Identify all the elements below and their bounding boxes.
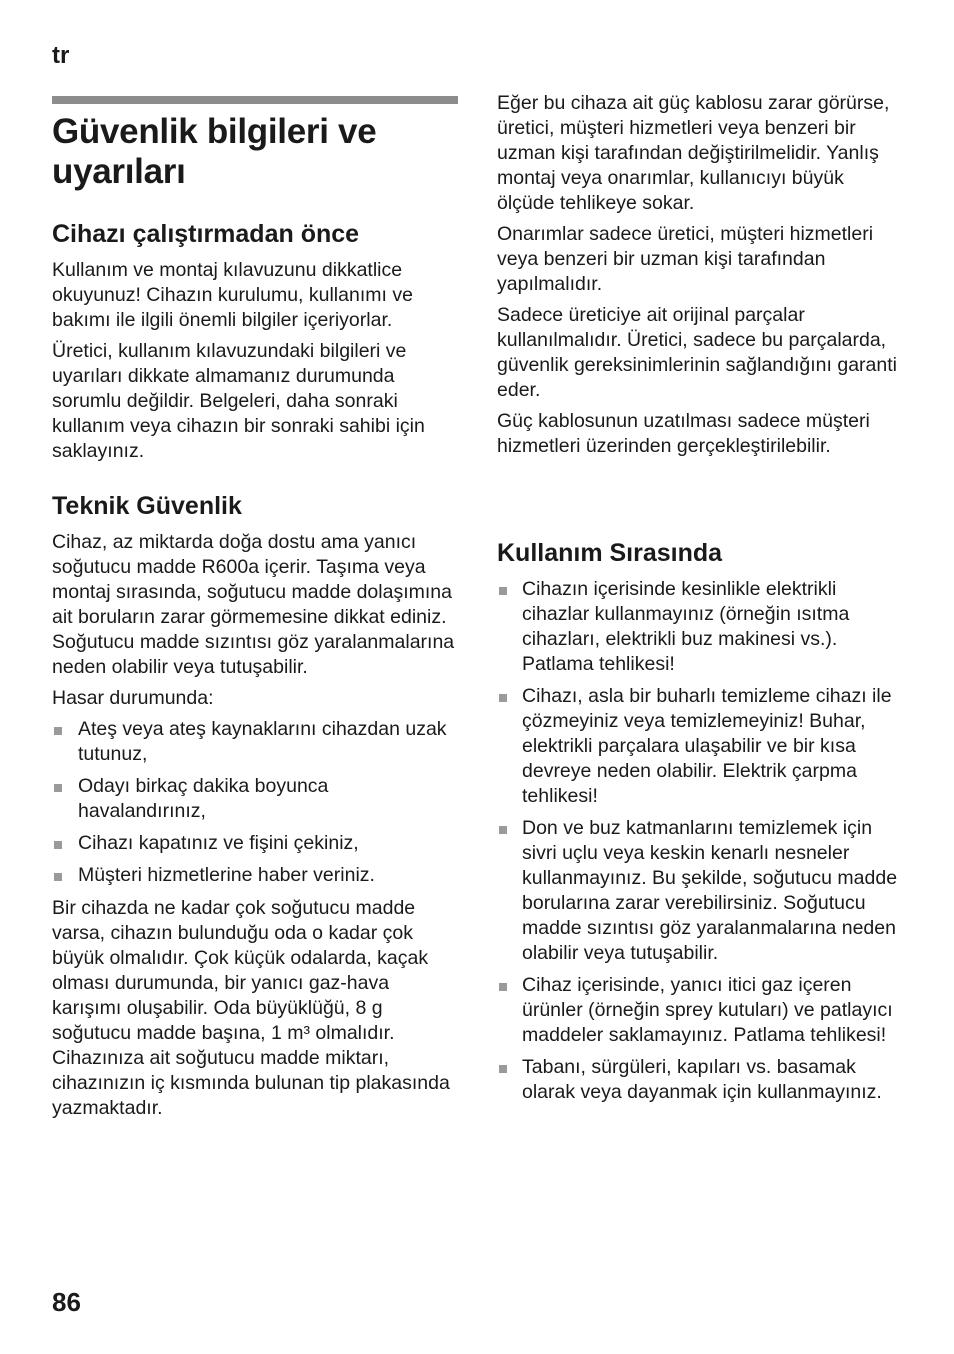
- paragraph: Eğer bu cihaza ait güç kablosu zarar görürse, üretici, müşteri hizmetleri veya benzeri bir uzman kişi tarafından değiştirilmelidir. Yanlış montaj veya onarımlar, kullanıcıyı büyük ölçüde tehlikeye sokar.: [497, 92, 890, 214]
- page-number: 86: [52, 1287, 81, 1317]
- list-item: Cihaz içerisinde, yanıcı itici gaz içeren ürünler (örneğin sprey kutuları) ve patlayıcı maddeler saklamayınız. Patlama tehlikesi!: [497, 973, 902, 1048]
- list-item: Tabanı, sürgüleri, kapıları vs. basamak olarak veya dayanmak için kullanmayınız.: [497, 1055, 902, 1105]
- list-item: Cihazın içerisinde kesinlikle elektrikli cihazlar kullanmayınız (örneğin ısıtma cihazları, elektrikli buz makinesi vs.). Patlama tehlikesi!: [497, 577, 902, 677]
- damage-steps-list: [52, 717, 458, 888]
- paragraph: Onarımlar sadece üretici, müşteri hizmetleri veya benzeri bir uzman kişi tarafından yapılmalıdır.: [497, 223, 874, 295]
- paragraph: Sadece üreticiye ait orijinal parçalar kullanılmalıdır. Üretici, sadece bu parçalarda, güvenlik gereksinimlerinin sağlandığını garanti eder.: [497, 304, 897, 401]
- list-item: Cihazı kapatınız ve fişini çekiniz,: [52, 831, 458, 856]
- section-heading: Kullanım Sırasında: [497, 539, 723, 567]
- list-item: Ateş veya ateş kaynaklarını cihazdan uzak tutunuz,: [52, 717, 458, 767]
- section-heading: Teknik Güvenlik: [52, 492, 242, 520]
- paragraph: Kullanım ve montaj kılavuzunu dikkatlice okuyunuz! Cihazın kurulumu, kullanımı ve bakımı ile ilgili önemli bilgiler içeriyorlar.: [52, 259, 413, 331]
- section-repairs: [497, 91, 902, 459]
- list-item: Cihazı, asla bir buharlı temizleme cihazı ile çözmeyiniz veya temizlemeyiniz! Buhar, elektrikli parçalara ulaşabilir ve bir kısa devreye neden olabilir. Elektrik çarpma tehlikesi!: [497, 684, 902, 809]
- page-title: Güvenlik bilgileri ve uyarıları: [52, 112, 377, 191]
- list-item: Müşteri hizmetlerine haber veriniz.: [52, 863, 458, 888]
- paragraph: Bir cihazda ne kadar çok soğutucu madde varsa, cihazın bulunduğu oda o kadar çok büyük olmalıdır. Çok küçük odalarda, kaçak olması durumunda, bir yanıcı gaz-hava karışımı oluşabilir. Oda büyüklüğü, 8 g soğutucu madde başına, 1 m³ olmalıdır. Cihazınıza ait soğutucu madde miktarı, cihazınızın iç kısmında bulunan tip plakasında yazmaktadır.: [52, 897, 450, 1119]
- section-during-use: [497, 538, 902, 1105]
- paragraph: Güç kablosunun uzatılması sadece müşteri hizmetleri üzerinden gerçekleştirilebilir.: [497, 410, 870, 457]
- list-item: Don ve buz katmanlarını temizlemek için sivri uçlu veya keskin kenarlı nesneler kullanmayınız. Bu şekilde, soğutucu madde borularına zarar verebilirsiniz. Soğutucu madde sızıntısı göz yaralanmalarına neden olabilir veya tutuşabilir.: [497, 816, 902, 966]
- section-technical-safety: [52, 491, 458, 1121]
- paragraph: Üretici, kullanım kılavuzundaki bilgileri ve uyarıları dikkate almamanız durumunda sorumlu değildir. Belgeleri, daha sonraki kullanım veya cihazın bir sonraki sahibi için saklayınız.: [52, 340, 425, 462]
- list-item: Odayı birkaç dakika boyunca havalandırınız,: [52, 774, 458, 824]
- section-heading: Cihazı çalıştırmadan önce: [52, 220, 360, 248]
- paragraph: Hasar durumunda:: [52, 687, 214, 709]
- paragraph: Cihaz, az miktarda doğa dostu ama yanıcı soğutucu madde R600a içerir. Taşıma veya montaj sırasında, soğutucu madde dolaşımına ait boruların zarar görmemesine dikkat ediniz. Soğutucu madde sızıntısı göz yaralanmalarına neden olabilir veya tutuşabilir.: [52, 531, 455, 678]
- usage-warnings-list: [497, 577, 902, 1105]
- language-code: tr: [52, 42, 70, 69]
- title-rule: [52, 96, 458, 104]
- section-before-use: [52, 219, 458, 464]
